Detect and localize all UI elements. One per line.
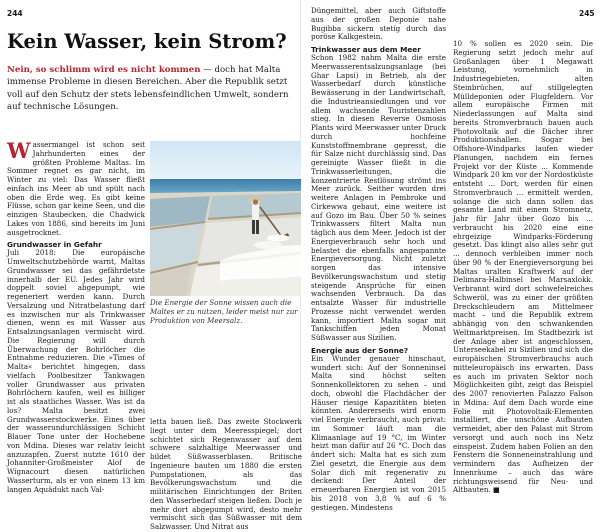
article-headline: Kein Wasser, kein Strom? — [7, 30, 287, 53]
salt-harvest-photo — [150, 141, 301, 296]
section-heading-seawater: Trinkwasser aus dem Meer — [311, 45, 421, 54]
text-column-3 — [311, 7, 446, 512]
salt-pans-illustration — [150, 141, 301, 296]
photo-caption: Die Energie der Sonne wissen auch die Maltes er zu nutzen, leider meist nur zur Produktion von Meersalz. — [150, 298, 298, 325]
intro-text: assermangel ist schon seit Jahrhunderten eines der größten Probleme Maltas. Im Sommer regnet es gar nicht, im Winter zu viel: Das Wasser fließt einfach ins Meer ab und spült nach oben die Erde weg. Es gibt keine Flüsse, schon gar keine Seen, und die einzigen Staubecken, die Chadwick Lakes von 1886, sind bereits im Juni ausgetrocknet. — [7, 140, 145, 237]
text-column-1 — [7, 138, 145, 494]
intro-paragraph — [7, 138, 145, 237]
seawater-text: Schon 1982 nahm Malta die erste Meerwasserentsalzungsanlage (bei Ghar Lapsi) in Betrieb, als der Wasserbedarf durch künstliche Bewässerung in der Landwirtschaft, die Industrieansiedlungen und vor allem wachsende Touristenzahlen stieg. In diesen Reverse Osmosis Plants wird Meerwasser unter Druck durch hochfeine Kunststoffmembrane gepresst, die für Salze nicht durchlässig sind. Das gereinigte Wasser fließt in die Trinkwasserleitungen, die konzentrierte Restlösung strömt ins Meer zurück. Seither wurden drei weitere Anlagen in Pembroke und Cirkewwa gebaut, eine weitere ist auf Gozo im Bau. Über 50 % seines Trinkwassers filtert Malta nun täglich aus dem Meer. Jedoch ist der Energieverbrauch sehr hoch und belastet die ebenfalls angespannte Energieversorgung. Nicht zuletzt sorgen das intensive Bevölkerungswachstum und stetig steigende Ansprüche für einen wachsenden Verbrauch. Da das entsalzte Wasser für industrielle Prozesse nicht verwendet werden kann, importiert Malta sogar mit Tankschiffen jeden Monat Süßwasser aus Sizilien. — [311, 53, 446, 342]
text-column-2 — [150, 418, 302, 532]
page-number-left: 244 — [7, 9, 23, 18]
page-number-right: 245 — [579, 9, 595, 18]
groundwater-text-part2: letta bauen ließ. Das zweite Stockwerk liegt unter dem Meeresspiegel; dort schichtet sich Regenwasser auf dem schwere salzhaltige Meerwasser und bildet Süßwasserblasen. Britische Ingenieure bauten um 1880 die ersten Pumpstationen, als das Bevölkerungswachstum und die militärischen Einrichtungen der Briten den Wasserbedarf steigen ließen. Doch je mehr dort abgepumpt wird, desto mehr vermischt sich das Süßwasser mit dem Salzwasser. Und Nitrat aus — [150, 417, 302, 531]
drop-cap: W — [7, 138, 31, 163]
groundwater-text-part3: Düngemittel, aber auch Giftstoffe aus der großen Deponie nahe Bugibba sickern stetig durch das poröse Kalkgestein. — [311, 6, 446, 42]
groundwater-text-part1: Juli 2018: Die europäische Umweltschutzbehörde warnt, Maltas Grundwasser sei das gefährdetste innerhalb der EU. Jedes Jahr wird doppelt soviel abgepumpt, wie regeneriert werden kann. Durch Versalzung und Nitratbelastung darf es inzwischen nur als Trinkwasser dienen, wenn es mit Wasser aus Entsalzungsanlagen vermischt wird. Die Regierung will durch Überwachung der Bohrlöcher die Entnahme reduzieren. Die »Times of Malta« berichtet hingegen, dass vielfach Poolbesitzer Tankwagen voller Grundwasser aus privaten Bohrlöchern kaufen, weil es billiger ist als staatliches Wasser. Was ist da los? Malta besitzt zwei Grundwasserstockwerke. Eines über der wasserundurchlässigen Schicht Blauer Tone unter der Hochebene von Mdina. Dieses war relativ leicht anzuzapfen. Zuerst nutzte 1610 der Johanniter-Großmeister Alof de Wignacourt diesen natürlichen Wasserturm, als er von einem 13 km langen Aquädukt nach Val- — [7, 248, 145, 494]
lead-highlight: Nein, so schlimm wird es nicht kommen — [7, 65, 201, 75]
solar-text-part2: 10 % sollen es 2020 sein. Die Regierung setzt jedoch mehr auf Großanlagen über 1 Megawatt Leistung, vornehmlich in Industriegebieten, alten Steinbrüchen, auf stillgelegten Mülldeponien oder Flugfeldern. Vor allem europäische Firmen mit Niederlassungen auf Malta sind bereits Stromverbrauch bauen auch Photovoltaik auf die Dächer ihrer Produktionshallen. Sogar bei Offshore-Windparks laufen wieder Planungen, nachdem ein fernes Projekt vor der Küste ... Kommende Windpark 20 km vor der Nordostküste entsteht ... Dort, werden für einen Stromverbrauch ... ermittelt werden, solange die sich dann sollen das gesamte Land mit einem Stromnetz, Jahr für Jahr über Gozo bis ... verbraucht bis 2020 eine eine ehrgeizige Windparks-Förderung gesetzt. Das klingt also alles sehr gut ... dennoch verbleiben immer noch über 90 % der Energieversorgung bei Maltas uralten Kraftwerk auf der Delimara-Halbinsel bei Marsaxlokk. Verbrannt wird dort schwefelreiches Schweröl, was zu einer der größten Dreckschleudern am Mittelmeer macht – und die Republik extrem abhängig von den schwankenden Weltmarktpreisen. Im Stadtbezirk ist der Anlage aber ist angeschlossen, Unterseekabel zu Sizilien und sich die europäischen Stromverbrauchs auch mitteleuropäisch ins erwarten. Dass es auch im privaten Sektor noch Möglichkeiten gibt, zeigt das Beispiel des 2007 renovierten Palazzo Falson in Mdina: Auf dem Dach wurde eine Folie mit Photovoltaik-Elementen installiert, die unschöne Aufbauten vermeidet, aber den Palast mit Strom versorgt und auch noch ins Netz einspeist. Zudem haben Folien an den Fenstern die Sonneneinstrahlung und vermindern das Aufheizen der Innenräume – auch das wäre richtungsweisend für Neu- und Altbauten. ■ — [453, 39, 593, 495]
solar-text-part1: Ein Wunder genauer hinschaut, wundert sich: Auf der Sonneninsel Malta sind höchst selten Sonnenkollektoren zu sehen – und doch, obwohl die Flachdächer der Häuser riesige Kapazitäten bieten könnten. Andererseits wird enorm viel Energie verbraucht, auch privat: im Sommer läuft man die Klimaanlage auf 19 °C, im Winter heizt man dafür auf 26 °C. Doch das ändert sich: Malta hat es sich zum Ziel gesetzt, die Energie aus dem Solar dich mit regenerativ zu deckend: Der Anteil der erneuerbaren Energien ist von 2015 bis 2018 von 3,8 % auf 6 % gestiegen. Mindestens — [311, 353, 446, 512]
article-lead — [7, 64, 293, 113]
text-column-4 — [453, 40, 593, 495]
lead-text: — doch hat Malta immense Probleme in diesen Bereichen. Aber die Republik setzt voll auf den Schutz der stets lebensfeindlichen Umwelt, sondern auf technische Lösungen. — [7, 65, 289, 112]
section-heading-solar: Energie aus der Sonne? — [311, 345, 409, 355]
section-heading-groundwater: Grundwasser in Gefahr — [7, 240, 102, 250]
